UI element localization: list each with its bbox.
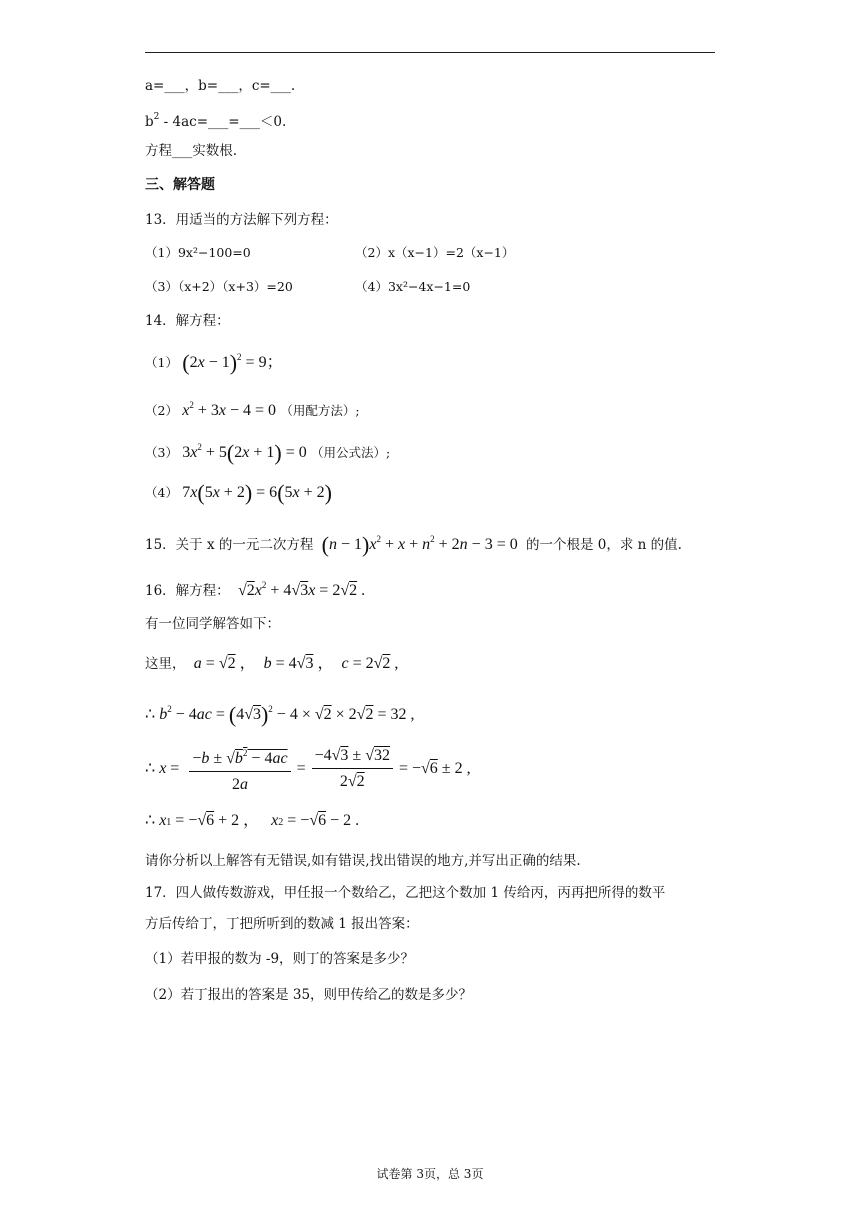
section-heading: 三、解答题 — [145, 177, 215, 193]
q16-intro: 有一位同学解答如下： — [145, 616, 280, 632]
q14-4-equation: 7x(5x + 2) = 6(5x + 2) — [182, 480, 332, 505]
blank-line-root-count: 方程___实数根. — [145, 143, 238, 159]
q16-formula: ∴ x = $\frac{-b \pm √b^2 - 4ac}{2a}$ = $\frac{-4√3 \pm √32}{2√2}$ = −√6 ± 2 , — [145, 742, 471, 796]
q13-part-4: （4）3x²−4x−1=0 — [355, 279, 471, 294]
header-rule — [145, 52, 715, 53]
question-14: 14．解方程： — [145, 313, 230, 329]
q16-coefficients: 这里， a = √2 ， b = 4√3 ， c = 2√2 , — [145, 655, 399, 672]
q13-part-3: （3）（x+2）（x+3）=20 — [145, 279, 293, 294]
question-17-line-1: 17．四人做传数游戏，甲任报一个数给乙，乙把这个数加 1 传给丙，丙再把所得的数平 — [145, 885, 666, 901]
q16-equation: $√2x^2 + 4√3x = 2√2$ . — [233, 580, 366, 599]
q16-instruction: 请你分析以上解答有无错误,如有错误,找出错误的地方,并写出正确的结果. — [145, 853, 581, 869]
q14-part-4: （4） 7x(5x + 2) = 6(5x + 2) — [145, 480, 332, 505]
q14-1-equation: $(2x - 1)^2 = 9$； — [182, 350, 283, 375]
q17-part-1: （1）若甲报的数为 -9，则丁的答案是多少？ — [145, 951, 415, 967]
q15-equation: $(n - 1)x^2 + x + n^2 + 2n - 3 = 0$ — [321, 532, 522, 557]
page-footer: 试卷第 3页，总 3页 — [376, 1167, 484, 1181]
q13-part-2: （2）x（x−1）=2（x−1） — [355, 245, 515, 260]
q14-part-3: （3） $3x^2 + 5(2x + 1) = 0$ （用公式法）; — [145, 440, 391, 465]
q16-roots: ∴ x1 = −√6 + 2 ， x2 = −√6 − 2 . — [145, 812, 360, 829]
question-16: 16．解方程： $√2x^2 + 4√3x = 2√2$ . — [145, 580, 366, 599]
question-17-line-2: 方后传给丁，丁把所听到的数减 1 报出答案： — [145, 916, 419, 932]
blank-line-discriminant: $b^2$ - 4ac=___=___＜0. — [145, 112, 287, 130]
q13-part-1: （1）9x²−100=0 — [145, 245, 251, 260]
q14-2-equation: $x^2 + 3x - 4 = 0$ — [182, 400, 277, 419]
q16-discriminant: ∴ $b^2 - 4ac = (4√3)^2 - 4 \times √2 \times 2√2 = 32$ , — [145, 702, 415, 727]
q14-part-1: （1） $(2x - 1)^2 = 9$； — [145, 350, 283, 375]
question-13: 13．用适当的方法解下列方程： — [145, 212, 338, 228]
q17-part-2: （2）若丁报出的答案是 35，则甲传给乙的数是多少？ — [145, 987, 473, 1003]
q14-3-equation: $3x^2 + 5(2x + 1) = 0$ — [182, 440, 307, 465]
q14-part-2: （2） $x^2 + 3x - 4 = 0$ （用配方法）; — [145, 400, 360, 419]
blank-line-abc: a=___，b=___，c=___. — [145, 78, 296, 94]
question-15: 15．关于 x 的一元二次方程 $(n - 1)x^2 + x + n^2 + 2n - 3 = 0$ 的一个根是 0，求 n 的值. — [145, 532, 682, 557]
